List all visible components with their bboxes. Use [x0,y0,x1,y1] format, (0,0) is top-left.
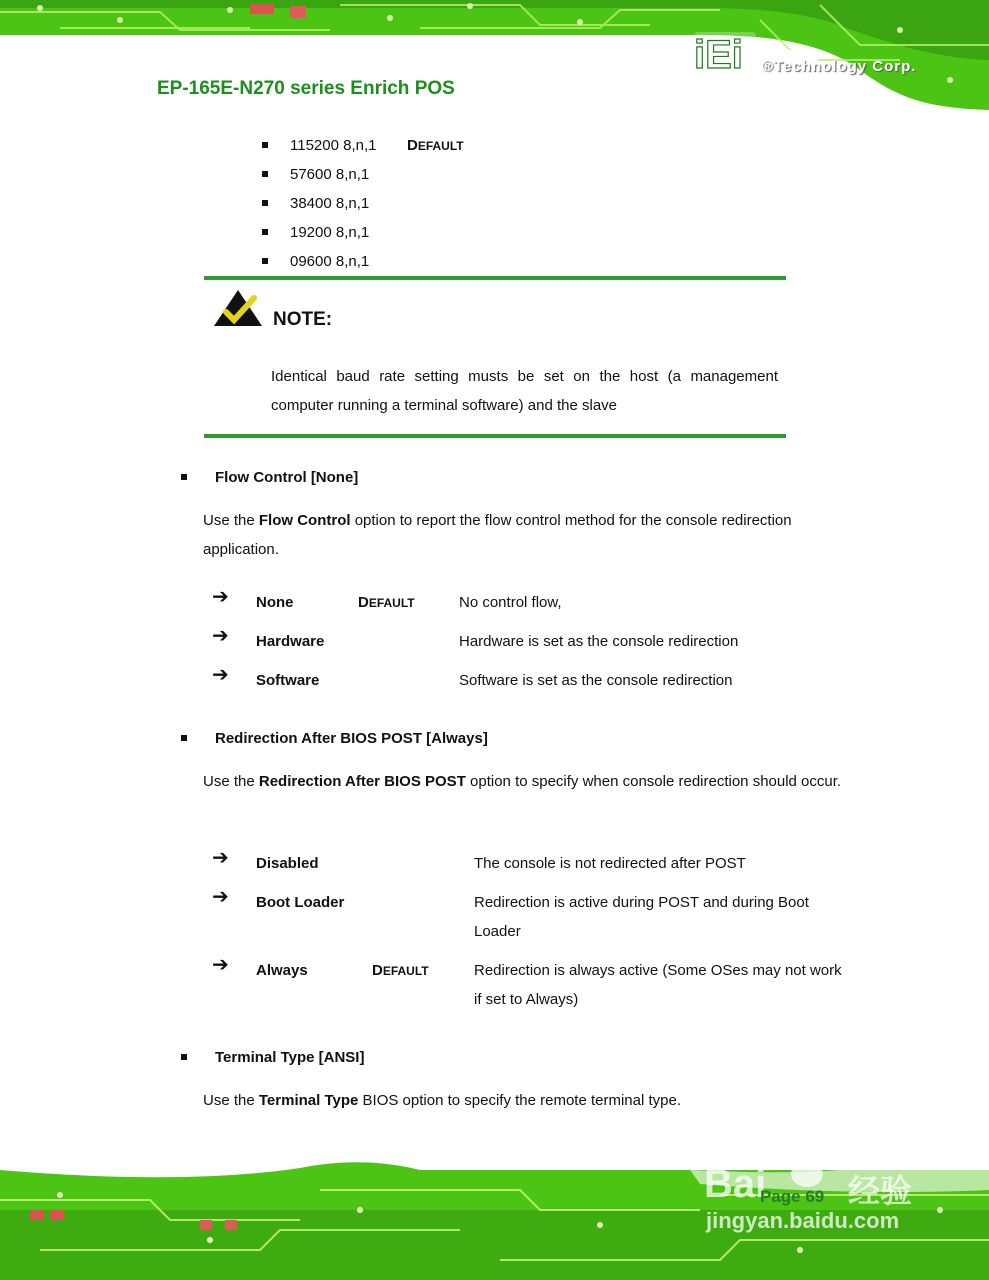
option-name: None [256,594,294,611]
list-item: 115200 8,n,1 [290,137,377,154]
section-heading: Terminal Type [ANSI] [215,1049,365,1066]
option-description: Redirection is always active (Some OSes may not work if set to Always) [474,962,842,1008]
bullet-icon [181,735,187,741]
arrow-right-icon: ➔ [212,954,229,976]
section-heading: Flow Control [None] [215,469,359,486]
option-description: Redirection is active during POST and during Boot Loader [474,894,809,940]
option-name: Always [256,962,308,979]
list-item: 38400 8,n,1 [290,195,370,212]
bullet-icon [262,171,268,177]
arrow-right-icon: ➔ [212,625,229,647]
bullet-icon [262,258,268,264]
company-logo [690,26,960,86]
bullet-icon [262,200,268,206]
page-header-banner [0,0,989,120]
default-label: DEFAULT [358,594,415,611]
list-item: 57600 8,n,1 [290,166,370,183]
option-name: Hardware [256,633,325,650]
iei-logo-icon [690,26,765,78]
watermark-text: Bai [704,1162,767,1206]
list-item: 19200 8,n,1 [290,224,370,241]
watermark-url: jingyan.baidu.com [706,1208,900,1233]
note-checkmark-icon [212,288,264,328]
note-top-rule [204,276,786,280]
page-number: Page 69 [760,1187,825,1206]
default-label: DEFAULT [407,137,464,154]
bullet-icon [262,142,268,148]
arrow-right-icon: ➔ [212,664,229,686]
logo-text: ®Technology Corp. [762,58,917,75]
bullet-icon [181,1054,187,1060]
page-footer-banner [0,1150,989,1280]
option-name: Software [256,672,320,689]
section-heading: Redirection After BIOS POST [Always] [215,730,488,747]
list-item: 09600 8,n,1 [290,253,370,270]
option-description: The console is not redirected after POST [474,855,746,872]
section-paragraph: Use the Redirection After BIOS POST option to specify when console redirection should occur. [203,773,842,790]
arrow-right-icon: ➔ [212,586,229,608]
arrow-right-icon: ➔ [212,886,229,908]
bullet-icon [262,229,268,235]
option-description: Hardware is set as the console redirection [459,633,739,650]
note-title: NOTE: [273,309,333,330]
note-bottom-rule [204,434,786,438]
arrow-right-icon: ➔ [212,847,229,869]
default-label: DEFAULT [372,962,429,979]
option-name: Disabled [256,855,319,872]
note-body: Identical baud rate setting musts be set on the host (a management computer running a terminal software) and the slave [271,368,778,414]
section-paragraph: Use the Terminal Type BIOS option to specify the remote terminal type. [203,1092,682,1109]
watermark-text: 经验 [848,1173,913,1209]
bullet-icon [181,474,187,480]
option-name: Boot Loader [256,894,345,911]
logo-mark: iEi [694,33,743,77]
section-paragraph: Use the Flow Control option to report the flow control method for the console redirection application. [203,512,792,558]
option-description: Software is set as the console redirection [459,672,733,689]
document-title: EP-165E-N270 series Enrich POS [157,78,455,99]
option-description: No control flow, [459,594,562,611]
